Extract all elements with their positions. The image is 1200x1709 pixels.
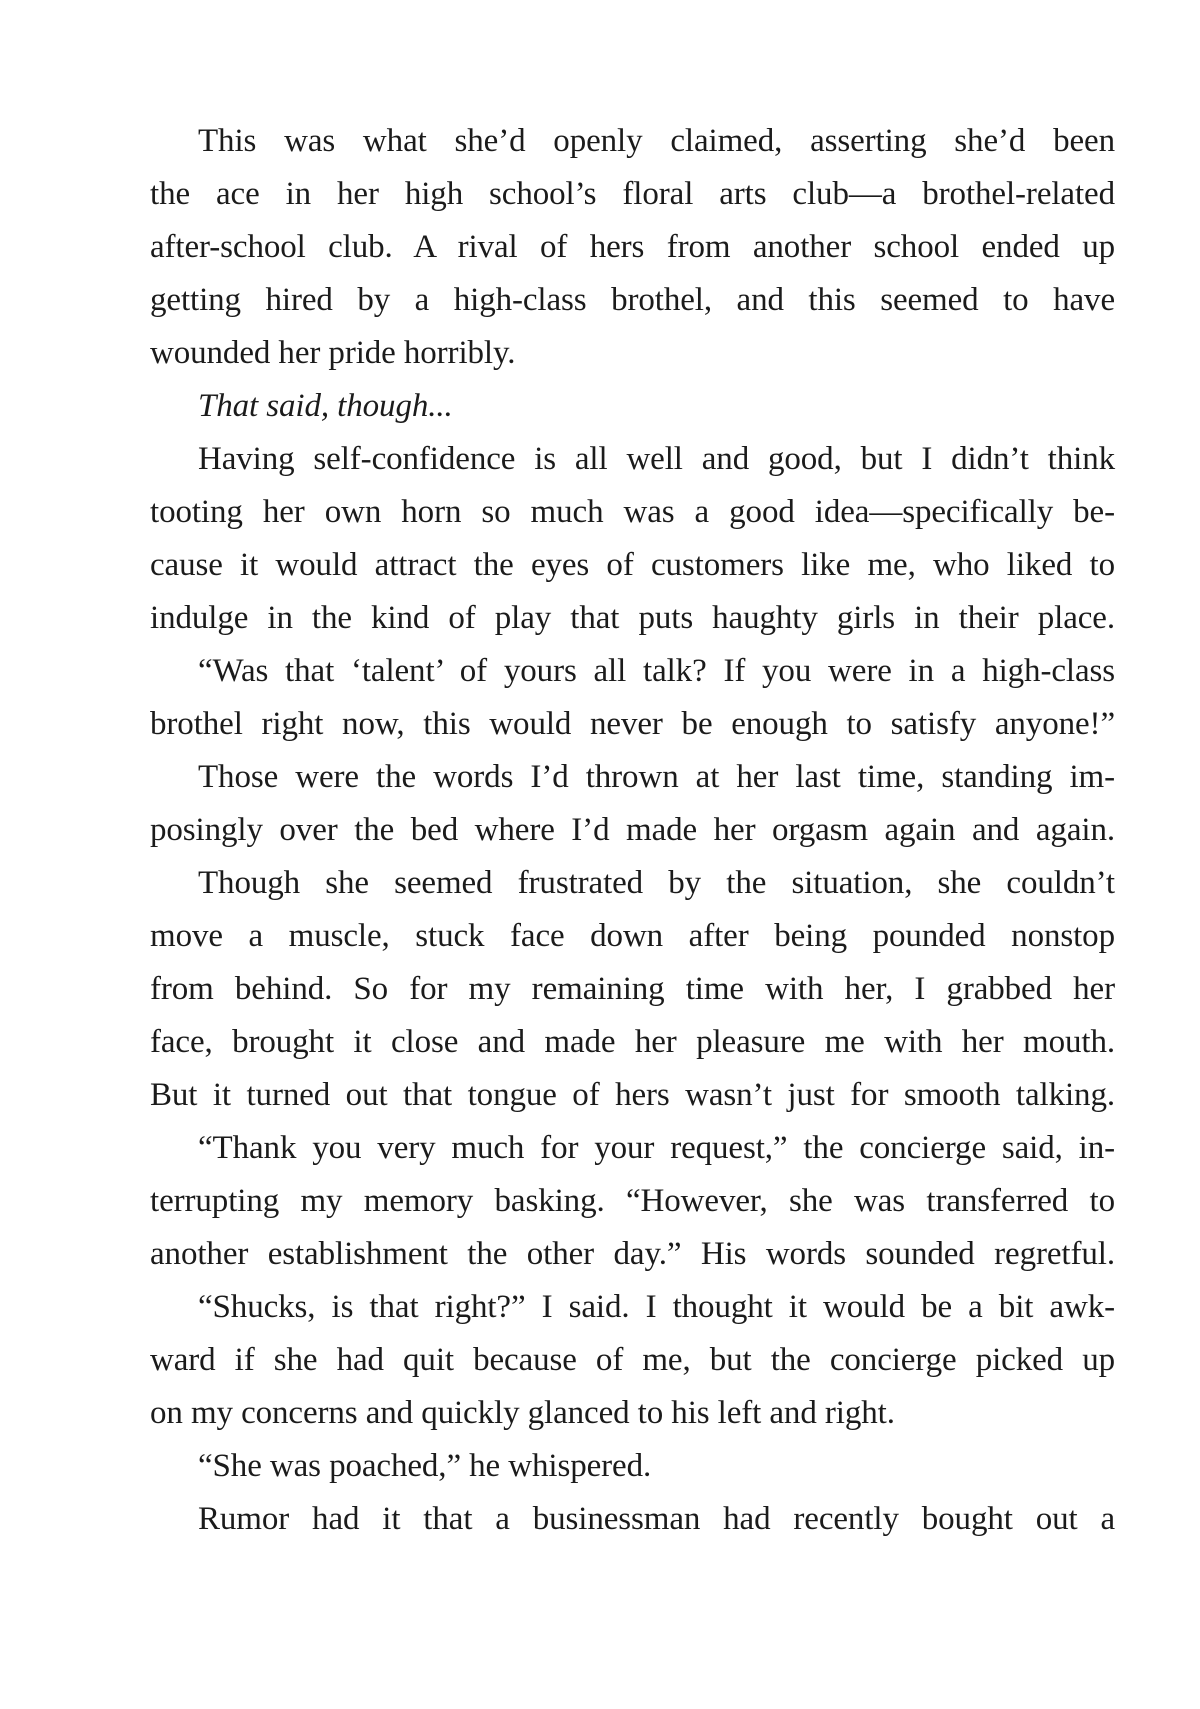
- text-line: Rumor had it that a businessman had recently bought out a: [198, 1501, 1115, 1537]
- text-line: “She was poached,” he whispered.: [198, 1448, 652, 1484]
- page-text: [150, 115, 1115, 1546]
- text-line: This was what she’d openly claimed, asserting she’d been: [198, 123, 1115, 159]
- text-line: “Thank you very much for your request,” the concierge said, in-: [198, 1130, 1115, 1166]
- text-line: another establishment the other day.” His words sounded regretful.: [150, 1236, 1115, 1272]
- text-line: the ace in her high school’s floral arts club—a brothel-related: [150, 176, 1115, 212]
- text-line-italic: That said, though...: [198, 388, 453, 424]
- text-line: “Was that ‘talent’ of yours all talk? If you were in a high-class: [198, 653, 1115, 689]
- text-line: Those were the words I’d thrown at her last time, standing im-: [198, 759, 1115, 795]
- text-line: But it turned out that tongue of hers wasn’t just for smooth talking.: [150, 1077, 1115, 1113]
- text-line: from behind. So for my remaining time with her, I grabbed her: [150, 971, 1115, 1007]
- text-line: on my concerns and quickly glanced to his left and right.: [150, 1395, 895, 1431]
- text-line: “Shucks, is that right?” I said. I thought it would be a bit awk-: [198, 1289, 1115, 1325]
- text-line: terrupting my memory basking. “However, she was transferred to: [150, 1183, 1115, 1219]
- text-line: posingly over the bed where I’d made her orgasm again and again.: [150, 812, 1115, 848]
- text-line: tooting her own horn so much was a good idea—specifically be-: [150, 494, 1115, 530]
- text-line: getting hired by a high-class brothel, and this seemed to have: [150, 282, 1115, 318]
- text-line: ward if she had quit because of me, but the concierge picked up: [150, 1342, 1115, 1378]
- text-line: brothel right now, this would never be enough to satisfy anyone!”: [150, 706, 1115, 742]
- text-line: Having self-confidence is all well and good, but I didn’t think: [198, 441, 1115, 477]
- text-line: cause it would attract the eyes of customers like me, who liked to: [150, 547, 1115, 583]
- text-line: move a muscle, stuck face down after being pounded nonstop: [150, 918, 1115, 954]
- text-line: face, brought it close and made her pleasure me with her mouth.: [150, 1024, 1115, 1060]
- text-line: wounded her pride horribly.: [150, 335, 516, 371]
- text-line: indulge in the kind of play that puts haughty girls in their place.: [150, 600, 1115, 636]
- text-line: after-school club. A rival of hers from another school ended up: [150, 229, 1115, 265]
- text-line: Though she seemed frustrated by the situation, she couldn’t: [198, 865, 1115, 901]
